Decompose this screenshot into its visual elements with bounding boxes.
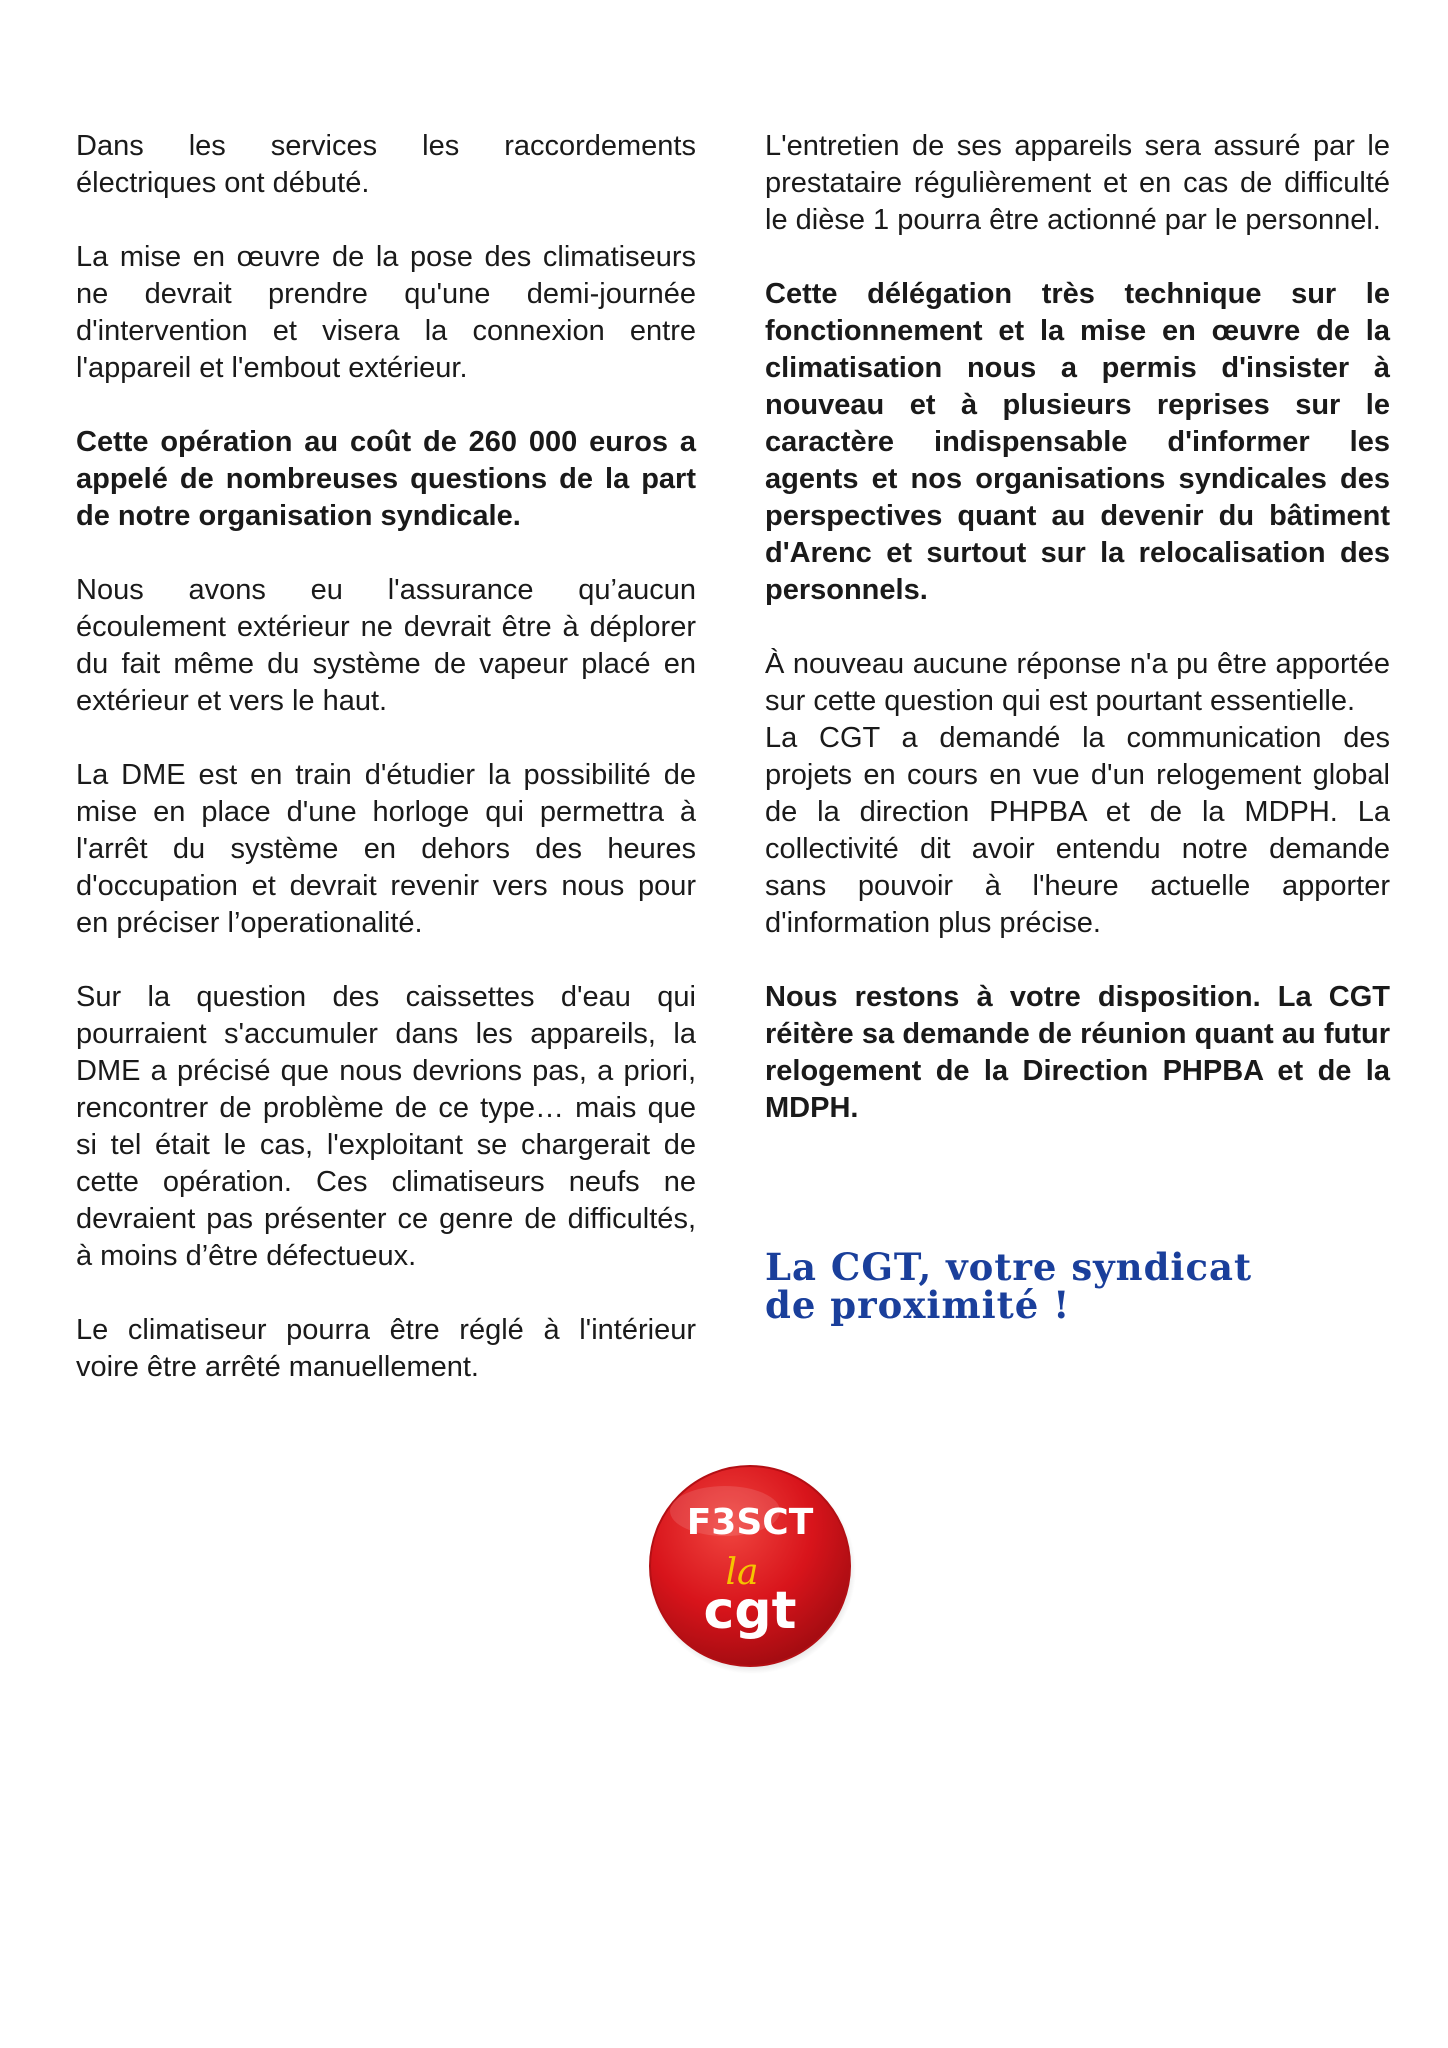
paragraph-cout-operation: Cette opération au coût de 260 000 euros a appelé de nombreuses questions de la part de notre organisation syndicale. bbox=[76, 426, 696, 532]
paragraph-entretien: L'entretien de ses appareils sera assuré par le prestataire régulièrement et en cas de difficulté le dièse 1 pourra être actionné par le personnel. bbox=[765, 130, 1390, 236]
paragraph-pose-climatiseurs: La mise en œuvre de la pose des climatiseurs ne devrait prendre qu'une demi-journée d'intervention et visera la connexion entre l'appareil et l'embout extérieur. bbox=[76, 241, 696, 384]
paragraph-demande-projets: La CGT a demandé la communication des projets en cours en vue d'un relogement global de la direction PHPBA et de la MDPH. La collectivité dit avoir entendu notre demande sans pouvoir à l'heure actuelle apporter d'information plus précise. bbox=[765, 722, 1390, 939]
paragraph-aucune-reponse: À nouveau aucune réponse n'a pu être apportée sur cette question qui est pourtant essentielle. bbox=[765, 648, 1390, 717]
slogan bbox=[765, 1245, 1405, 1327]
logo-bottom-text: cgt bbox=[703, 1581, 797, 1641]
logo-script-text: la bbox=[725, 1552, 759, 1593]
paragraph-ecoulement: Nous avons eu l'assurance qu’aucun écoulement extérieur ne devrait être à déplorer du fait même du système de vapeur placé en extérieur et vers le haut. bbox=[76, 574, 696, 717]
left-column bbox=[76, 128, 696, 1423]
paragraph-raccordements: Dans les services les raccordements électriques ont débuté. bbox=[76, 130, 696, 199]
paragraph-disposition: Nous restons à votre disposition. La CGT réitère sa demande de réunion quant au futur relogement de la Direction PHPBA et de la MDPH. bbox=[765, 981, 1390, 1124]
paragraph-delegation: Cette délégation très technique sur le fonctionnement et la mise en œuvre de la climatisation nous a permis d'insister à nouveau et à plusieurs reprises sur le caractère indispensable d'informer les agents et nos organisations syndicales des perspectives quant au devenir du bâtiment d'Arenc et surtout sur la relocalisation des personnels. bbox=[765, 278, 1390, 606]
f3sct-cgt-logo bbox=[640, 1456, 860, 1676]
cgt-badge-icon bbox=[640, 1456, 860, 1676]
paragraph-horloge: La DME est en train d'étudier la possibilité de mise en place d'une horloge qui permettra à l'arrêt du système en dehors des heures d'occupation et devrait revenir vers nous pour en préciser l’operationalité. bbox=[76, 759, 696, 939]
paragraph-reglage: Le climatiseur pourra être réglé à l'intérieur voire être arrêté manuellement. bbox=[76, 1314, 696, 1383]
slogan-line-2: de proximité ! bbox=[765, 1283, 1071, 1327]
slogan-line-1: La CGT, votre syndicat bbox=[765, 1245, 1253, 1289]
paragraph-caissettes-eau: Sur la question des caissettes d'eau qui pourraient s'accumuler dans les appareils, la DME a précisé que nous devrions pas, a priori, rencontrer de problème de ce type… mais que si tel était le cas, l'exploitant se chargerait de cette opération. Ces climatiseurs neufs ne devraient pas présenter ce genre de difficultés, à moins d’être défectueux. bbox=[76, 981, 696, 1272]
logo-top-text: F3SCT bbox=[686, 1502, 814, 1543]
right-column bbox=[765, 128, 1390, 1164]
